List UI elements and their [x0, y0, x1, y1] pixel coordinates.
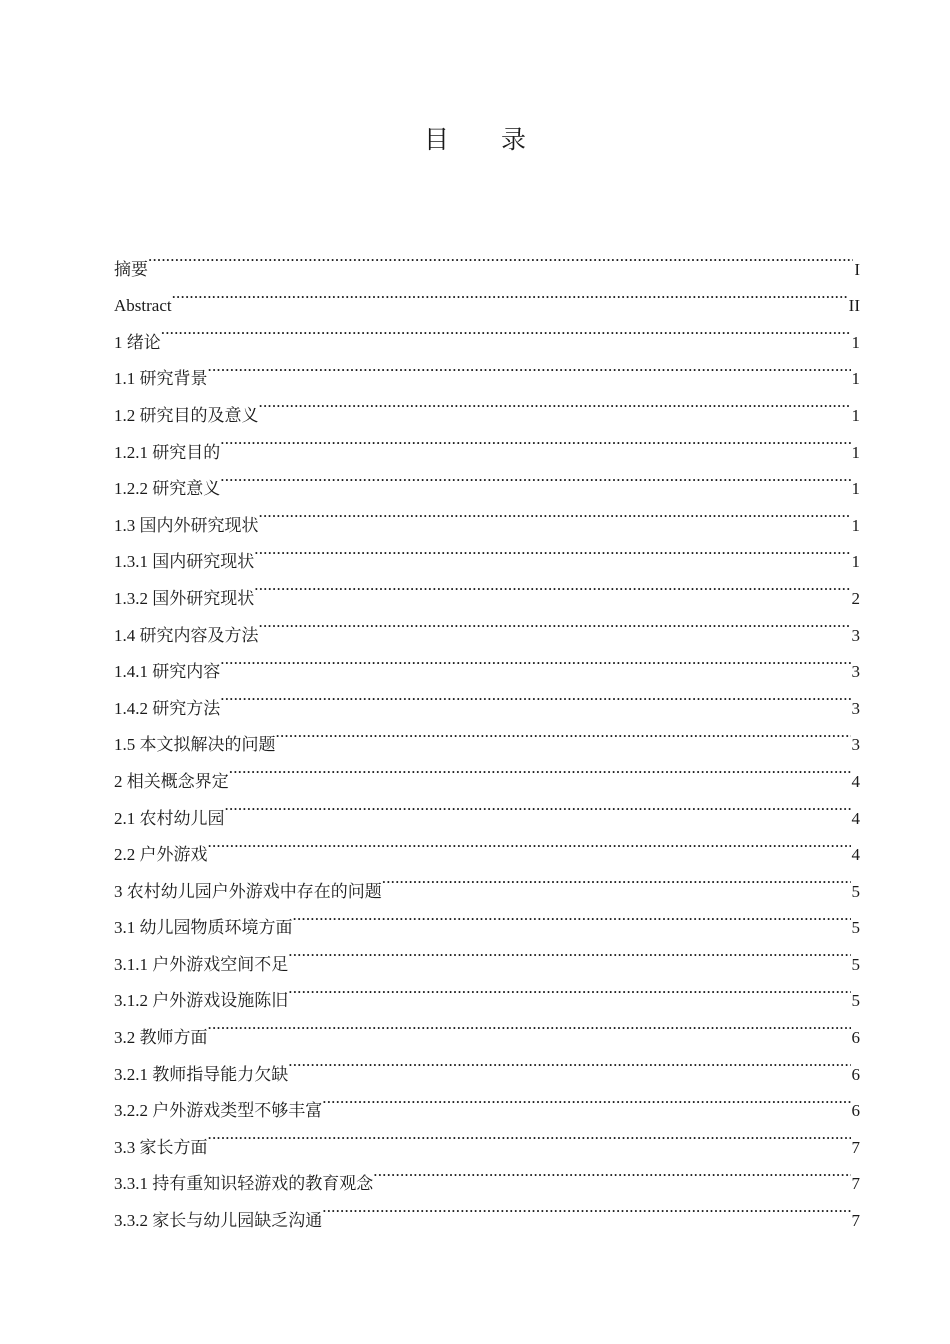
- toc-entry-label: 2 相关概念界定: [114, 771, 229, 791]
- toc-entry[interactable]: [114, 311, 860, 352]
- toc-entry-page: II: [848, 296, 860, 316]
- toc-entry-label: 1.2 研究目的及意义: [114, 405, 259, 425]
- toc-entry-label: 2.1 农村幼儿园: [114, 808, 225, 828]
- toc-entry-page: 4: [851, 808, 860, 828]
- toc-dot-leader: [288, 933, 850, 970]
- toc-dot-leader: [322, 1080, 850, 1117]
- toc-entry-label: 1.3 国内外研究现状: [114, 515, 259, 535]
- toc-title: 目 录: [424, 125, 548, 154]
- toc-entry-label: Abstract: [114, 296, 172, 316]
- toc-entry-label: 1.4.2 研究方法: [114, 698, 221, 718]
- toc-entry-label: 3.2 教师方面: [114, 1028, 208, 1048]
- toc-dot-leader: [208, 348, 851, 385]
- toc-dot-leader: [208, 1006, 851, 1043]
- toc-dot-leader: [161, 311, 851, 348]
- toc-entry[interactable]: [114, 1006, 860, 1048]
- toc-entry[interactable]: [114, 1153, 860, 1194]
- toc-entry-page: 1: [851, 515, 860, 535]
- toc-entry-page: 7: [851, 1211, 860, 1231]
- toc-dot-leader: [208, 824, 851, 861]
- toc-dot-leader: [172, 275, 848, 312]
- toc-entry-page: 7: [851, 1174, 860, 1194]
- toc-entry-label: 3.2.1 教师指导能力欠缺: [114, 1064, 289, 1084]
- toc-entry-page: 1: [851, 332, 860, 352]
- toc-entry-page: 4: [851, 771, 860, 791]
- toc-dot-leader: [322, 1189, 850, 1226]
- toc-dot-leader: [229, 750, 851, 787]
- toc-dot-leader: [220, 458, 850, 495]
- toc-dot-leader: [288, 970, 850, 1007]
- toc-entry-label: 1.2.1 研究目的: [114, 442, 221, 462]
- toc-dot-leader: [276, 714, 851, 751]
- toc-dot-leader: [220, 421, 850, 458]
- toc-entry[interactable]: [114, 238, 860, 279]
- toc-entry-label: 3.1 幼儿园物质环境方面: [114, 918, 293, 938]
- toc-entry-label: 1.5 本文拟解决的问题: [114, 735, 276, 755]
- toc-entry[interactable]: [114, 421, 860, 462]
- toc-entry-page: 1: [851, 552, 860, 572]
- toc-entry-page: 5: [851, 991, 860, 1011]
- toc-entry[interactable]: [114, 348, 860, 389]
- toc-entry-label: 1.4 研究内容及方法: [114, 625, 259, 645]
- toc-entry[interactable]: [114, 824, 860, 865]
- toc-entry-page: 6: [851, 1064, 860, 1084]
- toc-entry-label: 1.3.1 国内研究现状: [114, 552, 255, 572]
- toc-entry[interactable]: [114, 641, 860, 682]
- toc-dot-leader: [259, 494, 851, 531]
- table-of-contents: [114, 238, 860, 1231]
- toc-entry[interactable]: [114, 1116, 860, 1157]
- toc-entry[interactable]: [114, 275, 860, 316]
- toc-dot-leader: [148, 238, 853, 275]
- toc-entry-label: 1.2.2 研究意义: [114, 479, 221, 499]
- toc-dot-leader: [259, 384, 851, 421]
- toc-entry-page: I: [854, 259, 860, 279]
- toc-entry-label: 3.3 家长方面: [114, 1137, 208, 1157]
- toc-entry-page: 6: [851, 1101, 860, 1121]
- toc-entry[interactable]: [114, 677, 860, 718]
- toc-dot-leader: [208, 1116, 851, 1153]
- toc-entry-label: 1.1 研究背景: [114, 369, 208, 389]
- toc-entry-label: 3.1.2 户外游戏设施陈旧: [114, 991, 289, 1011]
- toc-dot-leader: [373, 1153, 850, 1190]
- toc-entry-label: 3.3.1 持有重知识轻游戏的教育观念: [114, 1174, 374, 1194]
- toc-entry-label: 1.3.2 国外研究现状: [114, 588, 255, 608]
- toc-dot-leader: [254, 567, 850, 604]
- toc-entry-page: 1: [851, 405, 860, 425]
- toc-entry-page: 3: [851, 662, 860, 682]
- toc-entry-page: 1: [851, 369, 860, 389]
- toc-entry-label: 1 绪论: [114, 332, 161, 352]
- toc-entry-page: 6: [851, 1028, 860, 1048]
- toc-entry-page: 3: [851, 698, 860, 718]
- toc-dot-leader: [225, 787, 851, 824]
- toc-entry[interactable]: [114, 494, 860, 535]
- toc-entry[interactable]: [114, 787, 860, 828]
- toc-entry-page: 5: [851, 918, 860, 938]
- toc-entry-label: 3 农村幼儿园户外游戏中存在的问题: [114, 881, 382, 901]
- toc-dot-leader: [293, 897, 851, 934]
- toc-entry[interactable]: [114, 458, 860, 499]
- toc-entry-page: 1: [851, 479, 860, 499]
- toc-entry-label: 3.3.2 家长与幼儿园缺乏沟通: [114, 1211, 323, 1231]
- toc-dot-leader: [254, 531, 850, 568]
- toc-entry-label: 3.2.2 户外游戏类型不够丰富: [114, 1101, 323, 1121]
- toc-entry-page: 5: [851, 881, 860, 901]
- toc-entry-page: 5: [851, 954, 860, 974]
- toc-entry[interactable]: [114, 1043, 860, 1084]
- toc-entry-page: 3: [851, 625, 860, 645]
- toc-dot-leader: [288, 1043, 850, 1080]
- toc-dot-leader: [382, 860, 851, 897]
- toc-entry-label: 2.2 户外游戏: [114, 845, 208, 865]
- toc-entry-label: 1.4.1 研究内容: [114, 662, 221, 682]
- toc-entry-label: 3.1.1 户外游戏空间不足: [114, 954, 289, 974]
- toc-dot-leader: [220, 677, 850, 714]
- toc-entry[interactable]: [114, 384, 860, 425]
- toc-entry[interactable]: [114, 714, 860, 755]
- toc-entry[interactable]: [114, 860, 860, 901]
- toc-entry-page: 4: [851, 845, 860, 865]
- toc-entry-page: 7: [851, 1137, 860, 1157]
- toc-entry-page: 3: [851, 735, 860, 755]
- toc-entry-page: 2: [851, 588, 860, 608]
- toc-dot-leader: [259, 604, 851, 641]
- toc-dot-leader: [220, 641, 850, 678]
- toc-entry-page: 1: [851, 442, 860, 462]
- toc-entry-label: 摘要: [114, 259, 148, 279]
